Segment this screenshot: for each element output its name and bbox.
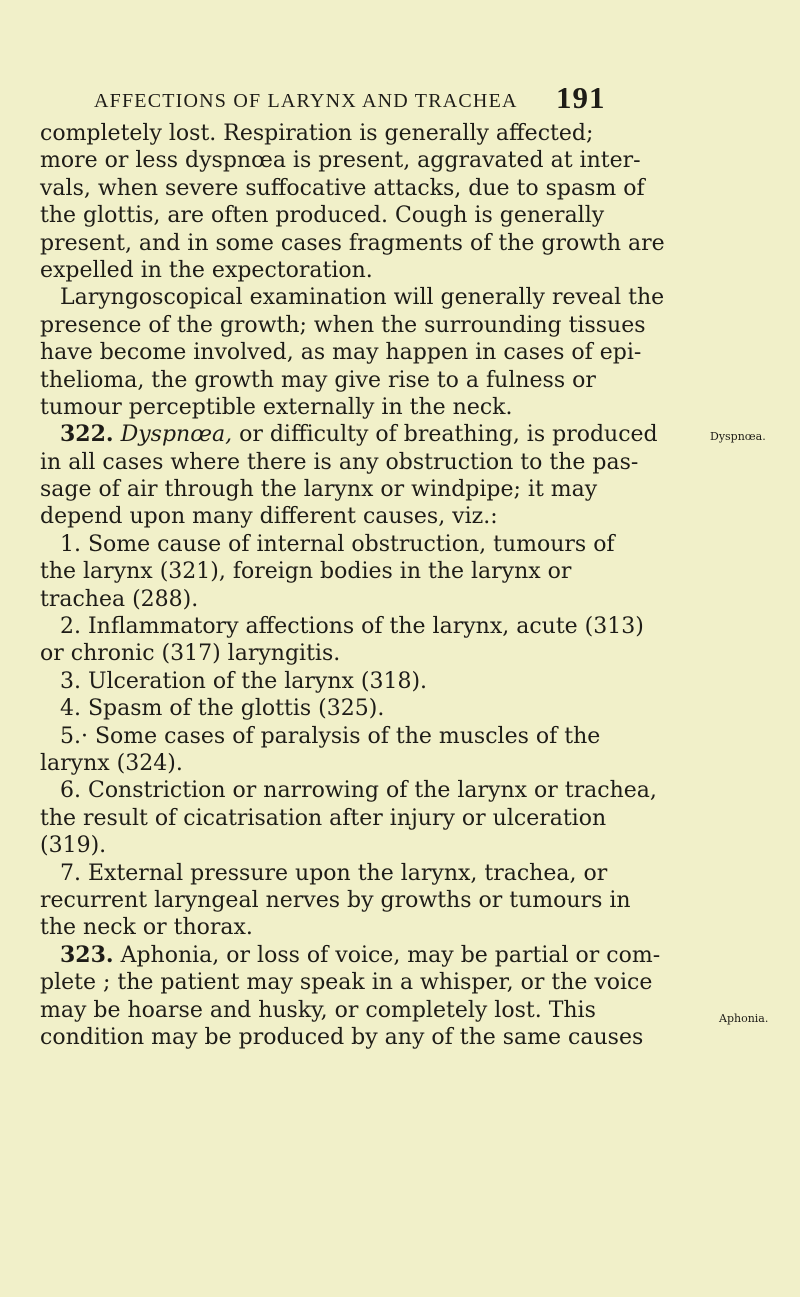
text-line: present, and in some cases fragments of the growth are bbox=[40, 230, 665, 256]
section-term: Dyspnœa, bbox=[120, 422, 233, 448]
text-line: more or less dyspnœa is present, aggravated at inter- bbox=[40, 148, 641, 174]
text-line: trachea (288). bbox=[40, 586, 199, 612]
section-322-heading bbox=[40, 421, 720, 448]
text-line: depend upon many different causes, viz.: bbox=[40, 504, 498, 530]
text-line: the result of cicatrisation after injury or ulceration bbox=[40, 805, 607, 831]
text-line: have become involved, as may happen in cases of epi- bbox=[40, 340, 642, 366]
body-text bbox=[40, 120, 720, 1051]
running-head: AFFECTIONS OF LARYNX AND TRACHEA bbox=[94, 90, 518, 112]
list-item: 4. Spasm of the glottis (325). bbox=[60, 696, 385, 722]
text-line: the glottis, are often produced. Cough is generally bbox=[40, 203, 605, 229]
text-line: (319). bbox=[40, 833, 107, 859]
text-line: completely lost. Respiration is generally affected; bbox=[40, 121, 594, 146]
list-item: 1. Some cause of internal obstruction, tumours of bbox=[60, 531, 615, 557]
margin-note-aphonia: Aphonia. bbox=[719, 1012, 769, 1025]
section-323-heading bbox=[40, 942, 720, 969]
section-number: 322. bbox=[60, 421, 114, 448]
text-line: recurrent laryngeal nerves by growths or tumours in bbox=[40, 887, 631, 913]
page-number: 191 bbox=[556, 80, 606, 115]
text-line: presence of the growth; when the surrounding tissues bbox=[40, 312, 646, 338]
text-line: the neck or thorax. bbox=[40, 915, 253, 941]
list-item: 2. Inflammatory affections of the larynx, acute (313) bbox=[60, 614, 644, 640]
list-item: 3. Ulceration of the larynx (318). bbox=[60, 668, 428, 694]
list-item: 5.· Some cases of paralysis of the muscles of the bbox=[60, 723, 601, 749]
text-line: expelled in the expectoration. bbox=[40, 257, 373, 283]
text-line: may be hoarse and husky, or completely lost. This bbox=[40, 997, 596, 1023]
text-line: condition may be produced by any of the same causes bbox=[40, 1024, 644, 1050]
margin-note-dyspnoea: Dyspnœa. bbox=[710, 430, 766, 443]
page-header bbox=[0, 80, 800, 116]
section-number: 323. bbox=[60, 941, 114, 968]
list-item: 7. External pressure upon the larynx, trachea, or bbox=[60, 860, 608, 886]
text-line: thelioma, the growth may give rise to a fulness or bbox=[40, 367, 596, 393]
text-line: the larynx (321), foreign bodies in the larynx or bbox=[40, 559, 572, 585]
text-line: or chronic (317) laryngitis. bbox=[40, 641, 341, 667]
section-text: Aphonia, or loss of voice, may be partial or com- bbox=[113, 942, 661, 968]
list-item: 6. Constriction or narrowing of the larynx or trachea, bbox=[60, 778, 657, 804]
text-line: vals, when severe suffocative attacks, due to spasm of bbox=[40, 175, 645, 201]
paragraph-start: Laryngoscopical examination will generally reveal the bbox=[60, 285, 665, 311]
text-line: sage of air through the larynx or windpipe; it may bbox=[40, 477, 598, 503]
text-line: tumour perceptible externally in the neck. bbox=[40, 394, 513, 420]
text-line: in all cases where there is any obstruction to the pas- bbox=[40, 449, 639, 475]
text-line: plete ; the patient may speak in a whisper, or the voice bbox=[40, 970, 653, 996]
text-line: larynx (324). bbox=[40, 750, 183, 776]
section-text: or difficulty of breathing, is produced bbox=[232, 422, 658, 448]
